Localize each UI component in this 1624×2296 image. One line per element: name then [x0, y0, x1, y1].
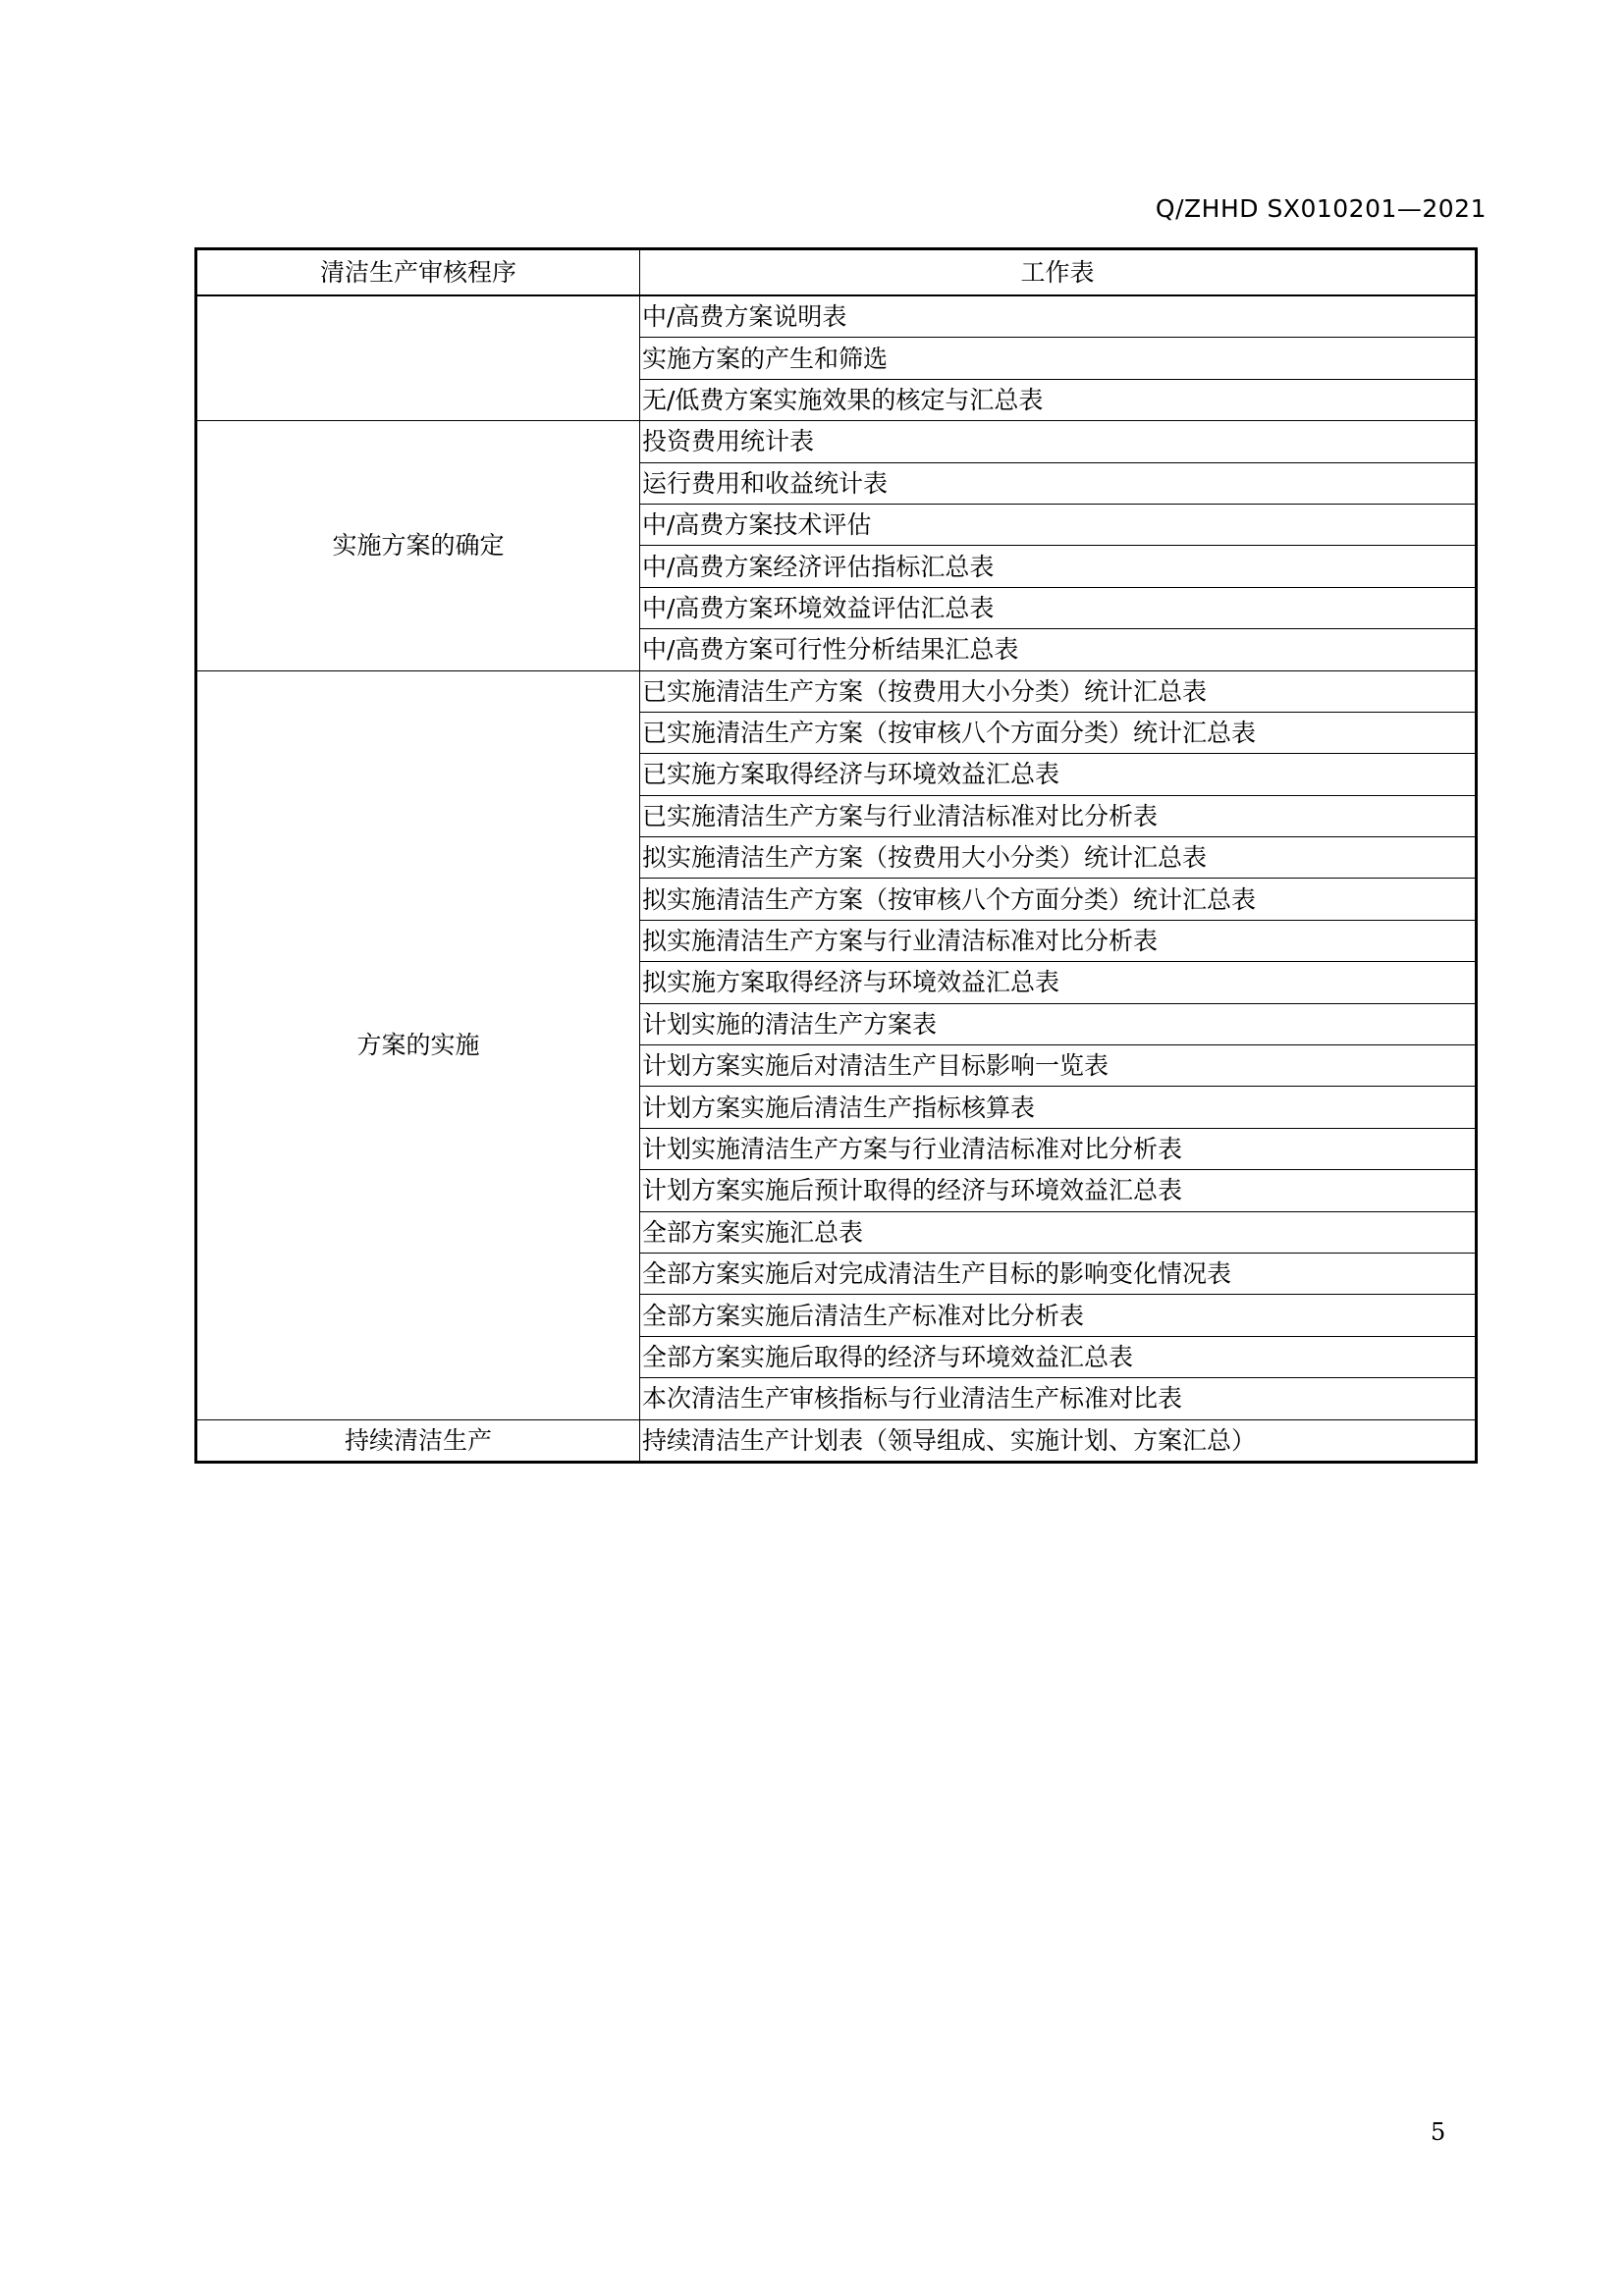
table-row	[196, 421, 1477, 462]
audit-step-cell: 方案的实施	[196, 670, 640, 1419]
worksheet-cell: 持续清洁生产计划表（领导组成、实施计划、方案汇总）	[640, 1419, 1477, 1462]
header-worksheet: 工作表	[640, 249, 1477, 296]
table-row	[196, 1419, 1477, 1462]
worksheet-cell: 中/高费方案技术评估	[640, 504, 1477, 545]
worksheet-cell: 已实施清洁生产方案（按审核八个方面分类）统计汇总表	[640, 712, 1477, 753]
worksheet-cell: 投资费用统计表	[640, 421, 1477, 462]
audit-step-cell: 持续清洁生产	[196, 1419, 640, 1462]
audit-step-cell	[196, 295, 640, 421]
header-audit-procedure: 清洁生产审核程序	[196, 249, 640, 296]
worksheet-cell: 拟实施清洁生产方案（按审核八个方面分类）统计汇总表	[640, 879, 1477, 920]
worksheet-table	[194, 247, 1478, 1464]
worksheet-cell: 计划方案实施后预计取得的经济与环境效益汇总表	[640, 1170, 1477, 1211]
table-row	[196, 295, 1477, 338]
worksheet-cell: 全部方案实施后对完成清洁生产目标的影响变化情况表	[640, 1253, 1477, 1294]
worksheet-cell: 中/高费方案说明表	[640, 295, 1477, 338]
worksheet-cell: 拟实施方案取得经济与环境效益汇总表	[640, 962, 1477, 1003]
worksheet-cell: 运行费用和收益统计表	[640, 462, 1477, 504]
worksheet-cell: 已实施方案取得经济与环境效益汇总表	[640, 754, 1477, 795]
worksheet-cell: 计划方案实施后清洁生产指标核算表	[640, 1087, 1477, 1128]
worksheet-cell: 无/低费方案实施效果的核定与汇总表	[640, 379, 1477, 420]
worksheet-cell: 实施方案的产生和筛选	[640, 338, 1477, 379]
table-row	[196, 670, 1477, 712]
worksheet-cell: 计划实施清洁生产方案与行业清洁标准对比分析表	[640, 1128, 1477, 1169]
worksheet-cell: 拟实施清洁生产方案与行业清洁标准对比分析表	[640, 920, 1477, 961]
worksheet-cell: 中/高费方案经济评估指标汇总表	[640, 546, 1477, 587]
worksheet-cell: 全部方案实施后清洁生产标准对比分析表	[640, 1295, 1477, 1336]
worksheet-cell: 已实施清洁生产方案（按费用大小分类）统计汇总表	[640, 670, 1477, 712]
audit-step-cell: 实施方案的确定	[196, 421, 640, 670]
worksheet-cell: 已实施清洁生产方案与行业清洁标准对比分析表	[640, 795, 1477, 836]
worksheet-cell: 计划实施的清洁生产方案表	[640, 1003, 1477, 1044]
document-code: Q/ZHHD SX010201—2021	[1155, 194, 1487, 223]
worksheet-cell: 全部方案实施后取得的经济与环境效益汇总表	[640, 1336, 1477, 1377]
worksheet-cell: 全部方案实施汇总表	[640, 1211, 1477, 1253]
worksheet-cell: 拟实施清洁生产方案（按费用大小分类）统计汇总表	[640, 837, 1477, 879]
table-body	[196, 295, 1477, 1462]
worksheet-cell: 中/高费方案可行性分析结果汇总表	[640, 629, 1477, 670]
worksheet-cell: 本次清洁生产审核指标与行业清洁生产标准对比表	[640, 1378, 1477, 1419]
page-number: 5	[1431, 2118, 1446, 2146]
worksheet-cell: 计划方案实施后对清洁生产目标影响一览表	[640, 1045, 1477, 1087]
worksheet-cell: 中/高费方案环境效益评估汇总表	[640, 587, 1477, 628]
table-header-row	[196, 249, 1477, 296]
